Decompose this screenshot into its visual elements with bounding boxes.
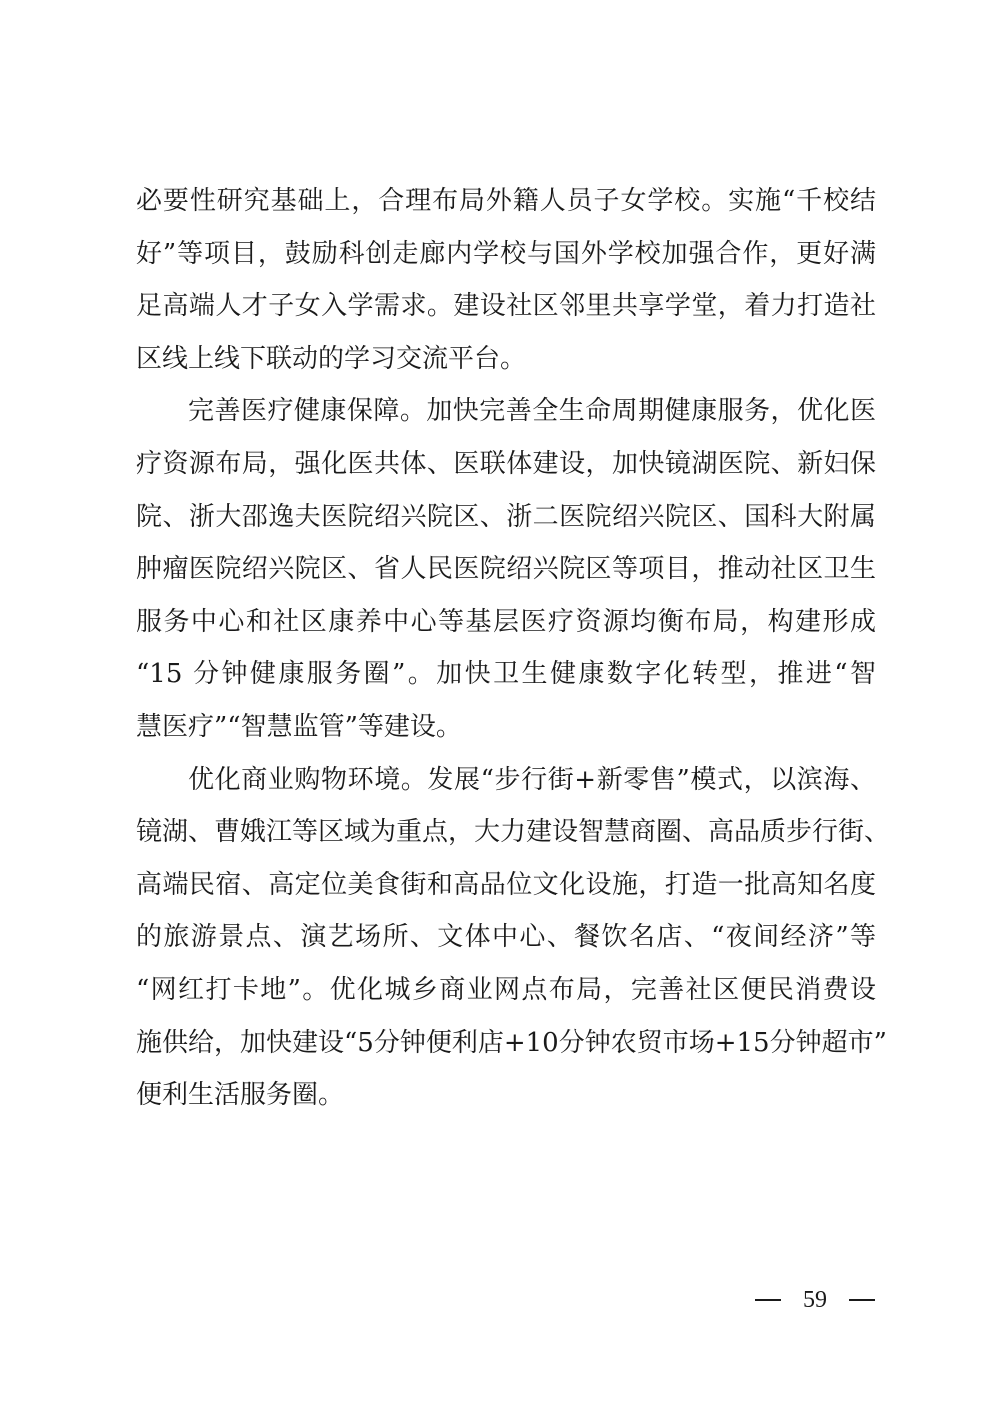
text-line: 镜湖、曹娥江等区域为重点，大力建设智慧商圈、高品质步行街、 xyxy=(136,817,891,848)
footer-dash-left xyxy=(755,1299,781,1301)
page-footer xyxy=(755,1284,875,1316)
text-line: 疗资源布局，强化医共体、医联体建设，加快镜湖医院、新妇保 xyxy=(136,448,876,479)
text-line: 慧医疗”“智慧监管”等建设。 xyxy=(136,711,462,742)
text-line: “15 分钟健康服务圈”。加快卫生健康数字化转型，推进“智 xyxy=(136,659,876,690)
text-line: 服务中心和社区康养中心等基层医疗资源均衡布局，构建形成 xyxy=(136,606,876,637)
text-line: 优化商业购物环境。发展“步行街+新零售”模式，以滨海、 xyxy=(188,764,876,795)
document-body xyxy=(136,175,891,1122)
footer-dash-right xyxy=(849,1299,875,1301)
text-line: 便利生活服务圈。 xyxy=(136,1080,345,1111)
text-line: 肿瘤医院绍兴院区、省人民医院绍兴院区等项目，推动社区卫生 xyxy=(136,554,876,585)
paragraph xyxy=(136,385,876,753)
text-line: 院、浙大邵逸夫医院绍兴院区、浙二医院绍兴院区、国科大附属 xyxy=(136,501,876,532)
paragraph xyxy=(136,754,891,1122)
text-line: 足高端人才子女入学需求。建设社区邻里共享学堂，着力打造社 xyxy=(136,291,876,322)
text-line: 必要性研究基础上，合理布局外籍人员子女学校。实施“千校结 xyxy=(136,186,876,216)
paragraph xyxy=(136,175,876,385)
text-line: 的旅游景点、演艺场所、文体中心、餐饮名店、“夜间经济”等 xyxy=(136,922,876,953)
text-line: 高端民宿、高定位美食街和高品位文化设施，打造一批高知名度 xyxy=(136,869,876,900)
text-line: 完善医疗健康保障。加快完善全生命周期健康服务，优化医 xyxy=(188,396,876,427)
text-line: “网红打卡地”。优化城乡商业网点布局，完善社区便民消费设 xyxy=(136,974,876,1005)
page-number: 59 xyxy=(803,1286,827,1313)
text-line: 区线上线下联动的学习交流平台。 xyxy=(136,343,527,374)
text-line: 施供给，加快建设“5分钟便利店+10分钟农贸市场+15分钟超市” xyxy=(136,1027,887,1058)
text-line: 好”等项目，鼓励科创走廊内学校与国外学校加强合作，更好满 xyxy=(136,238,876,269)
